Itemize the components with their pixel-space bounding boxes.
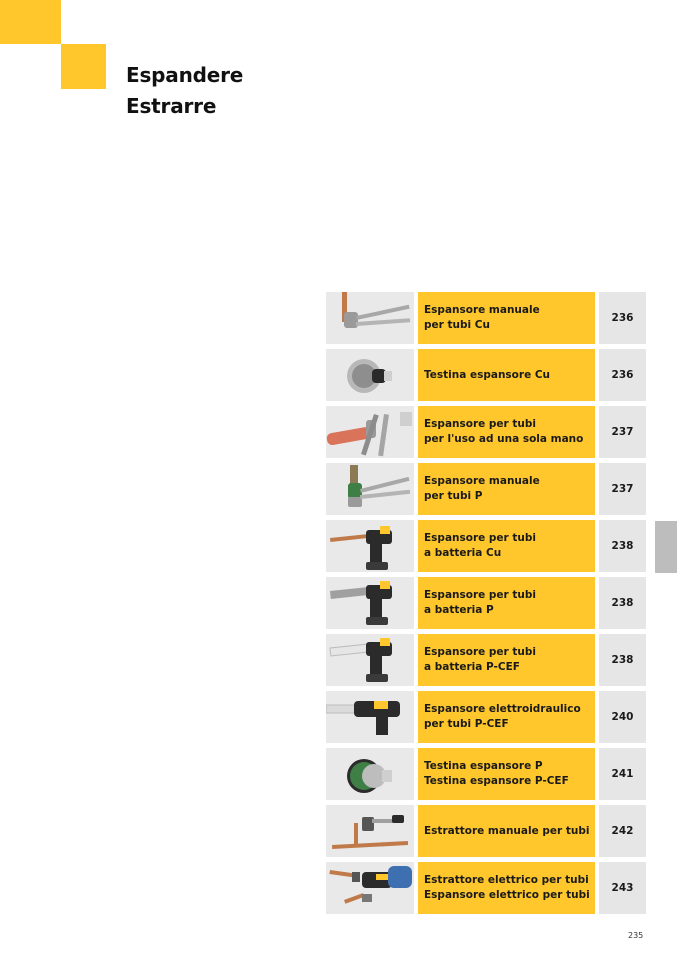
battery-expander-p-icon xyxy=(326,577,414,629)
corner-decoration-top xyxy=(0,0,61,44)
index-row[interactable] xyxy=(326,862,646,914)
row-page-number: 236 xyxy=(599,349,646,401)
row-page-number: 238 xyxy=(599,577,646,629)
row-page-number: 238 xyxy=(599,520,646,572)
row-label-line1: Estrattore elettrico per tubi xyxy=(424,874,589,886)
row-page-number: 242 xyxy=(599,805,646,857)
index-row[interactable] xyxy=(326,634,646,686)
row-label-line2: per tubi P-CEF xyxy=(424,718,509,730)
row-label-line2: a batteria Cu xyxy=(424,547,502,559)
row-label-line2: Espansore elettrico per tubi xyxy=(424,889,590,901)
row-label-line1: Testina espansore P xyxy=(424,760,543,772)
index-row[interactable] xyxy=(326,463,646,515)
index-row[interactable] xyxy=(326,349,646,401)
row-label-line2: a batteria P-CEF xyxy=(424,661,520,673)
row-label-line2: per tubi P xyxy=(424,490,483,502)
expander-head-cu-icon xyxy=(326,349,414,401)
row-label-line1: Espansore per tubi xyxy=(424,418,536,430)
title-line-2: Estrarre xyxy=(126,94,217,118)
manual-extractor-icon xyxy=(326,805,414,857)
row-page-number: 238 xyxy=(599,634,646,686)
index-row[interactable] xyxy=(326,520,646,572)
row-page-number: 237 xyxy=(599,406,646,458)
row-page-number: 236 xyxy=(599,292,646,344)
electrohydraulic-expander-icon xyxy=(326,691,414,743)
row-label-line1: Espansore per tubi xyxy=(424,646,536,658)
electric-extractor-icon xyxy=(326,862,414,914)
index-row[interactable] xyxy=(326,406,646,458)
row-label-line2: Testina espansore P-CEF xyxy=(424,775,569,787)
manual-expander-cu-icon xyxy=(326,292,414,344)
row-page-number: 241 xyxy=(599,748,646,800)
manual-expander-p-icon xyxy=(326,463,414,515)
chapter-tab-marker xyxy=(655,521,677,573)
index-row[interactable] xyxy=(326,292,646,344)
row-label-line1: Espansore manuale xyxy=(424,304,540,316)
corner-decoration-square xyxy=(61,44,106,89)
index-row[interactable] xyxy=(326,691,646,743)
index-row[interactable] xyxy=(326,748,646,800)
battery-expander-cu-icon xyxy=(326,520,414,572)
battery-expander-pcef-icon xyxy=(326,634,414,686)
one-hand-expander-icon xyxy=(326,406,414,458)
row-label-line1: Espansore per tubi xyxy=(424,532,536,544)
page-number: 235 xyxy=(628,931,644,940)
row-label-line1: Espansore per tubi xyxy=(424,589,536,601)
row-label-line1: Testina espansore Cu xyxy=(424,368,551,381)
row-page-number: 237 xyxy=(599,463,646,515)
row-label-line1: Estrattore manuale per tubi xyxy=(424,824,590,837)
row-label-line1: Espansore elettroidraulico xyxy=(424,703,581,715)
chapter-title xyxy=(126,60,243,122)
index-row[interactable] xyxy=(326,577,646,629)
row-label-line1: Espansore manuale xyxy=(424,475,540,487)
row-page-number: 243 xyxy=(599,862,646,914)
row-label-line2: a batteria P xyxy=(424,604,494,616)
title-line-1: Espandere xyxy=(126,63,244,87)
expander-head-p-icon xyxy=(326,748,414,800)
index-row[interactable] xyxy=(326,805,646,857)
row-label-line2: per tubi Cu xyxy=(424,319,490,331)
row-label-line2: per l'uso ad una sola mano xyxy=(424,433,584,445)
row-page-number: 240 xyxy=(599,691,646,743)
